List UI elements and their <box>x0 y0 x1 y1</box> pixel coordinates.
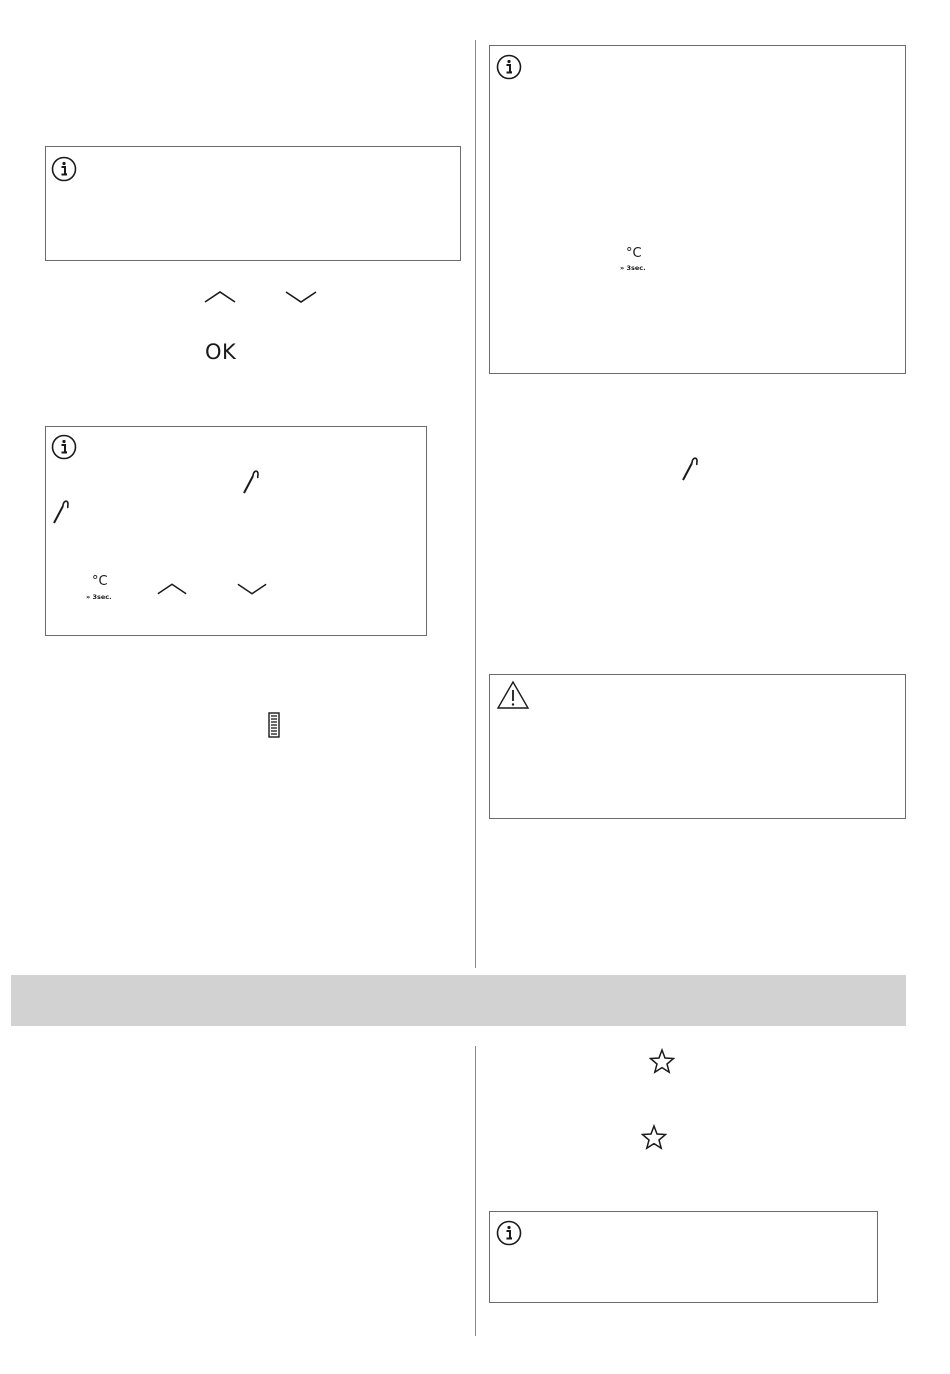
heat-level-bar-icon <box>268 712 280 738</box>
temperature-key-hold: » 3sec. <box>86 593 112 601</box>
temperature-key-unit: °C <box>92 574 108 589</box>
info-icon <box>496 1220 522 1246</box>
info-icon <box>51 434 77 460</box>
info-note-box <box>489 1211 878 1303</box>
info-icon <box>496 54 522 80</box>
star-icon <box>641 1124 667 1150</box>
chevron-down-icon[interactable] <box>284 290 318 304</box>
meat-probe-icon <box>51 499 71 525</box>
warning-note-box <box>489 674 906 819</box>
ok-button[interactable]: OK <box>205 340 237 364</box>
chevron-down-icon <box>236 582 268 596</box>
star-icon <box>649 1048 675 1074</box>
column-divider-top <box>475 40 476 968</box>
info-note-box <box>45 146 461 261</box>
temperature-key-unit: °C <box>626 246 642 261</box>
info-note-box <box>45 426 427 636</box>
meat-probe-icon <box>680 456 700 482</box>
chevron-up-icon[interactable] <box>203 290 237 304</box>
section-header-band <box>11 975 906 1026</box>
column-divider-bottom <box>475 1046 476 1336</box>
info-note-box <box>489 45 906 374</box>
warning-icon <box>496 680 530 710</box>
meat-probe-icon <box>241 469 261 495</box>
info-icon <box>51 156 77 182</box>
chevron-up-icon <box>156 582 188 596</box>
temperature-key-hold: » 3sec. <box>620 264 646 272</box>
